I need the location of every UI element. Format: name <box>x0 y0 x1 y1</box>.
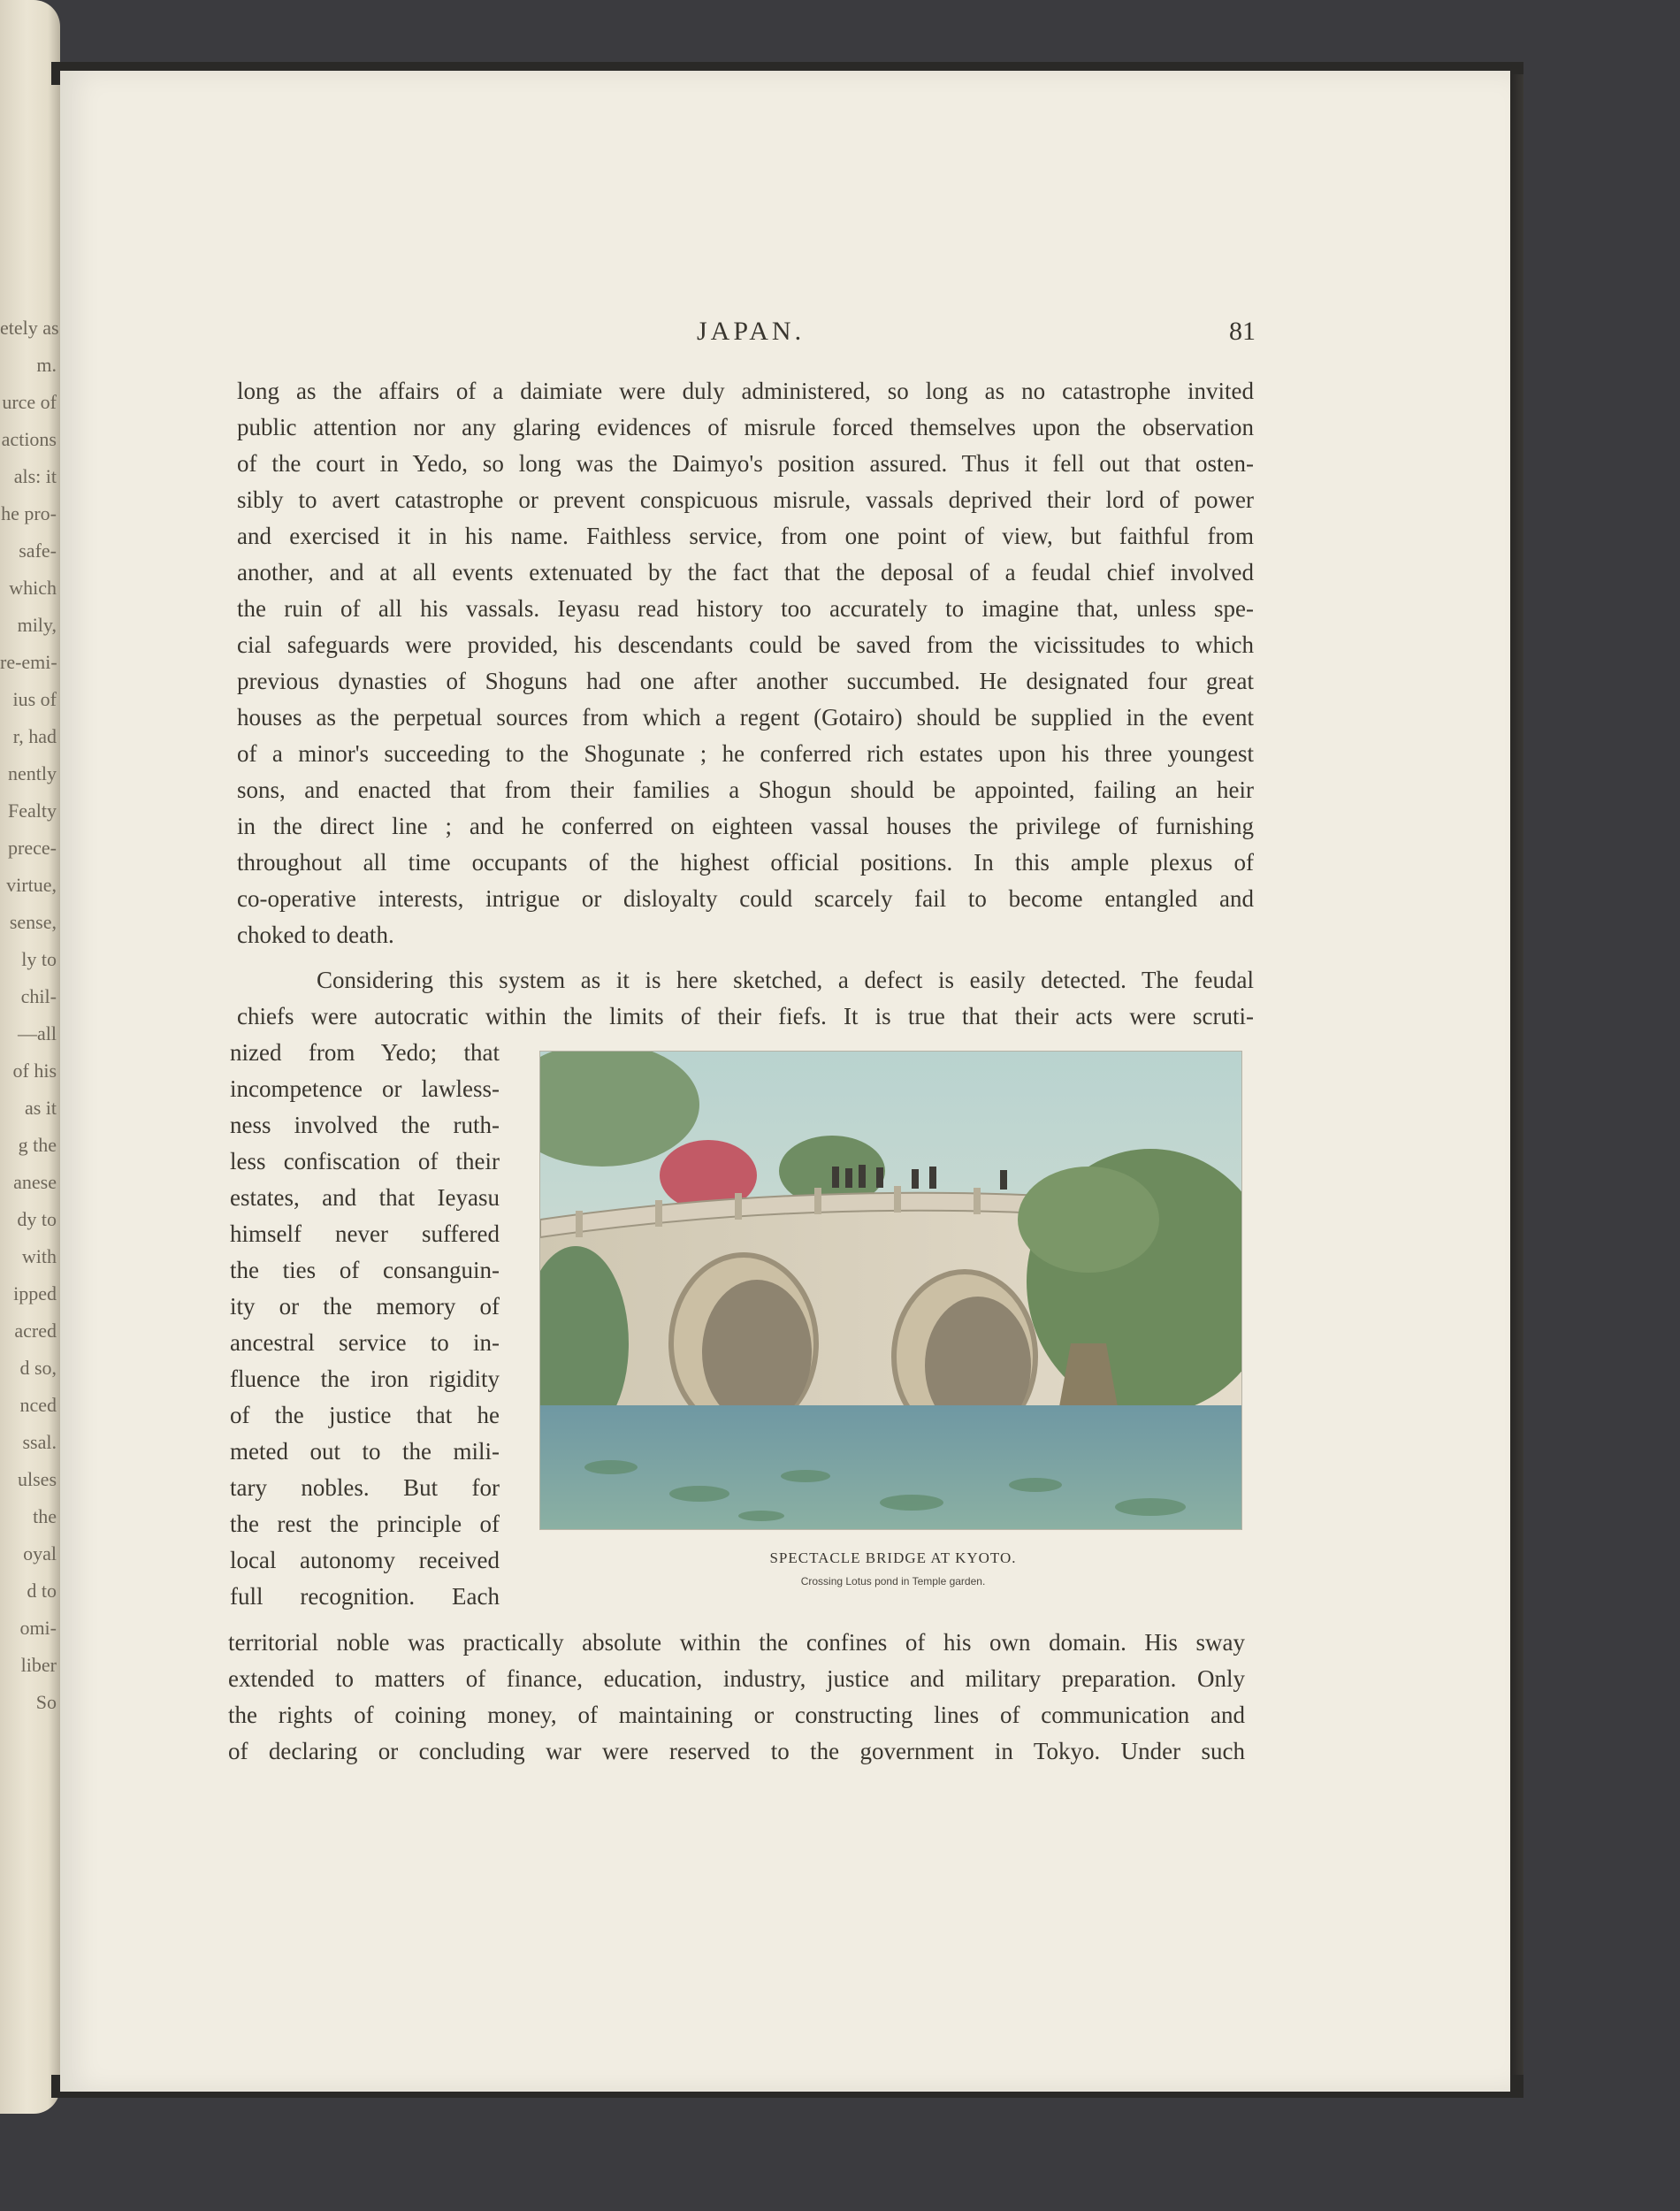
body-line: the rest the principle of <box>230 1511 500 1537</box>
body-line: public attention nor any glaring evidences of misrule forced themselves upon the observation <box>237 414 1254 440</box>
facing-line: omi- <box>19 1617 57 1639</box>
body-line: himself never suffered <box>230 1220 500 1247</box>
facing-line: ipped <box>13 1282 57 1304</box>
facing-line: ulses <box>18 1468 57 1490</box>
body-line: ness involved the ruth- <box>230 1112 500 1138</box>
body-line: sibly to avert catastrophe or prevent conspicuous misrule, vassals deprived their lord of power <box>237 486 1254 513</box>
body-line: less confiscation of their <box>230 1148 500 1174</box>
body-line: ity or the memory of <box>230 1293 500 1320</box>
facing-line: nently <box>8 762 57 784</box>
facing-line: r, had <box>12 725 57 747</box>
body-line: the rights of coining money, of maintaining or constructing lines of communication and <box>228 1702 1245 1728</box>
body-line: incompetence or lawless- <box>230 1075 500 1102</box>
facing-line: of his <box>12 1060 57 1082</box>
body-line: nized from Yedo; that <box>230 1039 500 1066</box>
running-head: JAPAN. <box>697 317 806 346</box>
facing-line: ius of <box>12 688 57 710</box>
figure-caption-title: SPECTACLE BRIDGE AT KYOTO. <box>769 1549 1017 1566</box>
body-line: meted out to the mili- <box>230 1438 500 1465</box>
body-line: in the direct line ; and he conferred on eighteen vassal houses the privilege of furnishing <box>237 813 1254 839</box>
facing-line: d to <box>27 1580 57 1602</box>
facing-line: ssal. <box>22 1431 57 1453</box>
facing-line: d so, <box>19 1357 57 1379</box>
figure-caption-subtitle: Crossing Lotus pond in Temple garden. <box>800 1575 986 1587</box>
body-line: previous dynasties of Shoguns had one after another succumbed. He designated four great <box>237 668 1254 694</box>
body-line: local autonomy received <box>230 1547 500 1573</box>
facing-line: virtue, <box>6 874 57 896</box>
facing-line: urce of <box>2 391 57 413</box>
facing-line: prece- <box>8 837 57 859</box>
bridge-arch-shadow <box>702 1280 812 1425</box>
facing-line: sense, <box>9 911 57 933</box>
facing-line: —all <box>18 1022 57 1044</box>
body-line: fluence the iron rigidity <box>230 1366 500 1392</box>
facing-line: mily, <box>17 614 57 636</box>
facing-page-text <box>0 310 60 1721</box>
body-line: estates, and that Ieyasu <box>230 1184 500 1211</box>
facing-line: ly to <box>21 948 57 970</box>
body-line: the ruin of all his vassals. Ieyasu read history too accurately to imagine that, unless spe- <box>237 595 1254 622</box>
body-line: throughout all time occupants of the highest official positions. In this ample plexus of <box>237 849 1254 876</box>
tree-foliage <box>1018 1167 1159 1273</box>
facing-line: liber <box>20 1654 57 1676</box>
body-line: sons, and enacted that from their families a Shogun should be appointed, failing an heir <box>237 777 1254 803</box>
body-line: tary nobles. But for <box>230 1474 500 1501</box>
body-line: of the justice that he <box>230 1402 500 1428</box>
facing-line: g the <box>18 1134 57 1156</box>
facing-line: als: it <box>13 465 57 487</box>
body-line: another, and at all events extenuated by the fact that the deposal of a feudal chief involved <box>237 559 1254 585</box>
facing-line: re-emi- <box>0 651 57 673</box>
facing-line: actions <box>1 428 57 450</box>
facing-line: as it <box>24 1097 57 1119</box>
body-line: houses as the perpetual sources from which a regent (Gotairo) should be supplied in the event <box>237 704 1254 731</box>
facing-line: which <box>9 577 57 599</box>
body-line: territorial noble was practically absolute within the confines of his own domain. His sway <box>228 1629 1245 1656</box>
facing-line: dy to <box>17 1208 57 1230</box>
body-line: and exercised it in his name. Faithless service, from one point of view, but faithful from <box>237 523 1254 549</box>
body-line: cial safeguards were provided, his descendants could be saved from the vicissitudes to which <box>237 631 1254 658</box>
facing-line: etely as <box>0 317 59 339</box>
body-line: the ties of consanguin- <box>230 1257 500 1283</box>
body-line: long as the affairs of a daimiate were duly administered, so long as no catastrophe invited <box>237 378 1254 404</box>
body-line: of a minor's succeeding to the Shogunate ; he conferred rich estates upon his three youngest <box>237 740 1254 767</box>
page-number: 81 <box>1229 317 1256 346</box>
body-line: choked to death. <box>237 922 394 948</box>
body-line: full recognition. Each <box>230 1583 500 1610</box>
facing-line: So <box>35 1691 57 1713</box>
facing-line: chil- <box>20 985 57 1007</box>
body-line: chiefs were autocratic within the limits of their fiefs. It is true that their acts were scruti- <box>237 1003 1254 1029</box>
facing-line: safe- <box>19 539 57 562</box>
facing-line: the <box>33 1505 57 1527</box>
facing-line: acred <box>14 1320 57 1342</box>
facing-line: with <box>21 1245 57 1267</box>
body-line: co-operative interests, intrigue or disloyalty could scarcely fail to become entangled and <box>237 885 1254 912</box>
facing-line: he pro- <box>1 502 57 524</box>
facing-line: oyal <box>23 1542 57 1565</box>
body-line: of declaring or concluding war were reserved to the government in Tokyo. Under such <box>228 1738 1245 1764</box>
facing-line: anese <box>13 1171 57 1193</box>
facing-line: nced <box>19 1394 57 1416</box>
facing-line: Fealty <box>8 799 57 822</box>
body-line: of the court in Yedo, so long was the Daimyo's position assured. Thus it fell out that osten- <box>237 450 1254 477</box>
facing-page-edge <box>0 0 60 2114</box>
body-line: extended to matters of finance, education, industry, justice and military preparation. Only <box>228 1665 1245 1692</box>
facing-line: m. <box>36 354 57 376</box>
body-line: ancestral service to in- <box>230 1329 500 1356</box>
spectacle-bridge-photo <box>539 1051 1242 1530</box>
body-line: Considering this system as it is here sketched, a defect is easily detected. The feudal <box>317 967 1254 993</box>
